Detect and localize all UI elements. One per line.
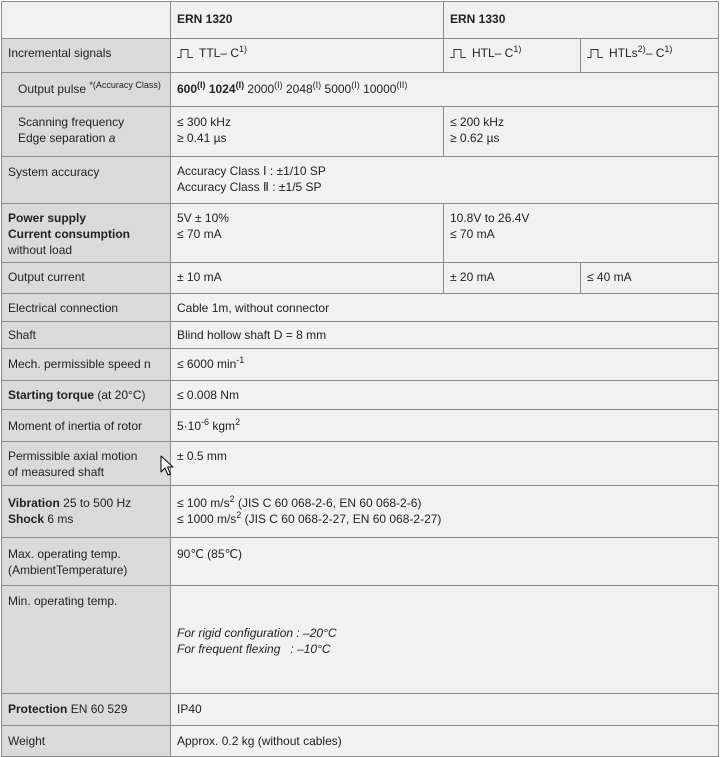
pulse-2000: 2000 — [247, 82, 275, 96]
label-speed: Mech. permissible speed n — [2, 349, 171, 381]
value-axial-motion: ± 0.5 mm — [171, 442, 719, 486]
edge-separation-ttl: ≥ 0.41 µs — [177, 131, 227, 145]
header-row — [2, 2, 719, 39]
inertia-unit-exponent: 2 — [235, 417, 241, 427]
value-output-current-ttl: ± 10 mA — [171, 263, 444, 294]
value-speed — [171, 349, 719, 381]
value-power-ttl — [171, 204, 444, 263]
label-axial-motion — [2, 442, 171, 486]
current-consumption-htl: ≤ 70 mA — [450, 227, 495, 241]
label-output-pulse — [2, 73, 171, 107]
starting-torque-note: (at 20°C) — [97, 388, 146, 402]
shock-standard: (JIS C 60 068-2-27, EN 60 068-2-27) — [244, 512, 442, 526]
label-shaft: Shaft — [2, 322, 171, 349]
label-max-temp — [2, 538, 171, 586]
row-scanning — [2, 107, 719, 157]
current-consumption-label: Current consumption — [8, 227, 130, 241]
label-incremental-signals: Incremental signals — [2, 39, 171, 73]
shock-label: Shock — [8, 512, 45, 526]
value-system-accuracy — [171, 157, 719, 204]
scanning-frequency-htl: ≤ 200 kHz — [450, 115, 504, 129]
value-power-htl — [444, 204, 719, 263]
row-electrical-connection — [2, 294, 719, 322]
htls-text: HTLs — [609, 46, 638, 60]
row-protection — [2, 694, 719, 726]
value-max-temp: 90℃ (85℃) — [171, 538, 719, 586]
pulse-600: 600 — [177, 82, 198, 96]
ttl-footnote: 1) — [239, 44, 248, 54]
htls-footnote-2: 1) — [664, 44, 673, 54]
vibration-exponent: 2 — [229, 494, 235, 504]
vibration-label: Vibration — [8, 496, 60, 510]
axial-motion-line1: Permissible axial motion — [8, 449, 138, 463]
ttl-text: TTL– C — [199, 46, 240, 60]
edge-separation-text: Edge separation — [18, 131, 106, 145]
vibration-standard: (JIS C 60 068-2-6, EN 60 068-2-6) — [237, 496, 422, 510]
htls-footnote-1: 2) — [637, 44, 646, 54]
row-min-temp — [2, 586, 719, 694]
row-weight — [2, 726, 719, 757]
pulse-1024-class: (I) — [235, 80, 245, 90]
label-output-current: Output current — [2, 263, 171, 294]
without-load-label: without load — [8, 243, 73, 257]
shock-note: 6 ms — [47, 512, 74, 526]
axial-motion-line2: of measured shaft — [8, 465, 105, 479]
htl-text: HTL– C — [472, 46, 514, 60]
output-pulse-text: Output pulse — [18, 82, 87, 96]
value-output-current-htls: ≤ 40 mA — [581, 263, 719, 294]
value-htl-signal — [444, 39, 581, 73]
speed-text: ≤ 6000 min — [177, 357, 237, 371]
value-vibration-shock — [171, 486, 719, 538]
value-electrical-connection: Cable 1m, without connector — [171, 294, 719, 322]
value-output-pulse — [171, 73, 719, 107]
square-wave-icon — [587, 49, 603, 58]
row-shaft — [2, 322, 719, 349]
row-system-accuracy — [2, 157, 719, 204]
spec-table — [1, 1, 719, 757]
vibration-note: 25 to 500 Hz — [63, 496, 132, 510]
edge-separation-htl: ≥ 0.62 µs — [450, 131, 500, 145]
max-temp-line2: (AmbientTemperature) — [8, 563, 128, 577]
pulse-10000-class: (II) — [396, 80, 408, 90]
header-empty — [2, 2, 171, 39]
square-wave-icon — [450, 49, 466, 58]
pulse-10000: 10000 — [363, 82, 397, 96]
row-speed — [2, 349, 719, 381]
value-protection: IP40 — [171, 694, 719, 726]
shock-value: ≤ 1000 m/s — [177, 512, 237, 526]
speed-exponent: -1 — [236, 355, 245, 365]
pulse-2048-class: (I) — [312, 80, 322, 90]
edge-separation-label — [8, 130, 164, 146]
value-weight: Approx. 0.2 kg (without cables) — [171, 726, 719, 757]
inertia-exponent: -6 — [201, 417, 210, 427]
accuracy-class-2: Accuracy Class Ⅱ : ±1/5 SP — [177, 180, 322, 194]
starting-torque-text: Starting torque — [8, 388, 94, 402]
inertia-base: 5·10 — [177, 419, 202, 433]
value-starting-torque: ≤ 0.008 Nm — [171, 381, 719, 410]
power-supply-label: Power supply — [8, 211, 87, 225]
max-temp-line1: Max. operating temp. — [8, 547, 121, 561]
accuracy-class-note: *(Accuracy Class) — [89, 80, 161, 90]
mouse-pointer-icon — [160, 455, 174, 477]
pulse-5000-class: (I) — [351, 80, 360, 90]
protection-standard: EN 60 529 — [70, 702, 128, 716]
row-power-supply — [2, 204, 719, 263]
pulse-1024: 1024 — [208, 82, 236, 96]
pulse-600-class: (I) — [197, 80, 206, 90]
label-weight: Weight — [2, 726, 171, 757]
protection-text: Protection — [8, 702, 68, 716]
vibration-value: ≤ 100 m/s — [177, 496, 230, 510]
label-electrical-connection: Electrical connection — [2, 294, 171, 322]
row-output-pulse — [2, 73, 719, 107]
row-output-current — [2, 263, 719, 294]
power-supply-htl: 10.8V to 26.4V — [450, 211, 530, 225]
pulse-5000: 5000 — [324, 82, 352, 96]
edge-separation-var: a — [108, 131, 116, 145]
htls-mid: – C — [645, 46, 665, 60]
power-supply-ttl: 5V ± 10% — [177, 211, 229, 225]
value-min-temp — [171, 586, 719, 694]
current-consumption-ttl: ≤ 70 mA — [177, 227, 222, 241]
label-system-accuracy: System accuracy — [2, 157, 171, 204]
label-starting-torque — [2, 381, 171, 410]
row-axial-motion — [2, 442, 719, 486]
square-wave-icon — [177, 49, 193, 58]
value-ttl-signal — [171, 39, 444, 73]
label-power-supply — [2, 204, 171, 263]
scanning-frequency-ttl: ≤ 300 kHz — [177, 115, 231, 129]
row-max-temp — [2, 538, 719, 586]
value-shaft: Blind hollow shaft D = 8 mm — [171, 322, 719, 349]
label-protection — [2, 694, 171, 726]
shock-exponent: 2 — [236, 510, 242, 520]
min-temp-flexing: For frequent flexing : –10°C — [177, 642, 331, 656]
row-inertia — [2, 410, 719, 442]
value-output-current-htl: ± 20 mA — [444, 263, 581, 294]
value-inertia — [171, 410, 719, 442]
label-vibration-shock — [2, 486, 171, 538]
row-vibration-shock — [2, 486, 719, 538]
pulse-2048: 2048 — [285, 82, 313, 96]
row-starting-torque — [2, 381, 719, 410]
label-scanning — [2, 107, 171, 157]
inertia-unit: kgm — [209, 419, 236, 433]
row-incremental-signals — [2, 39, 719, 73]
htl-footnote: 1) — [513, 44, 522, 54]
header-ern1330: ERN 1330 — [444, 2, 719, 39]
scanning-frequency-label: Scanning frequency — [18, 115, 125, 129]
min-temp-rigid: For rigid configuration : –20°C — [177, 626, 337, 640]
value-scanning-ttl — [171, 107, 444, 157]
header-ern1320: ERN 1320 — [171, 2, 444, 39]
accuracy-class-1: Accuracy Class Ⅰ : ±1/10 SP — [177, 164, 326, 178]
pulse-2000-class: (I) — [274, 80, 283, 90]
label-inertia: Moment of inertia of rotor — [2, 410, 171, 442]
label-min-temp: Min. operating temp. — [2, 586, 171, 694]
value-htls-signal — [581, 39, 719, 73]
value-scanning-htl — [444, 107, 719, 157]
